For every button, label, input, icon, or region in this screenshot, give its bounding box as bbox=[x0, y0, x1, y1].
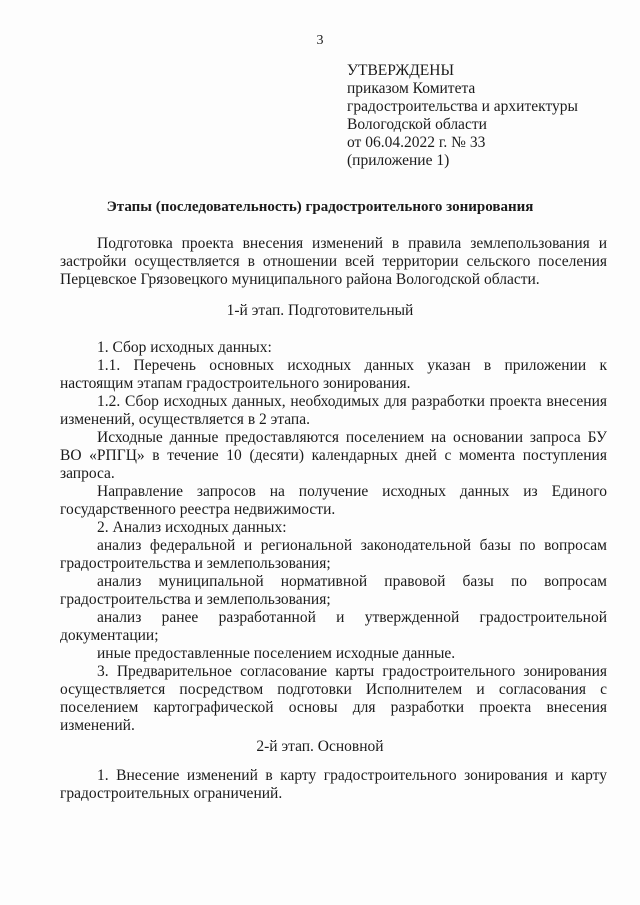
approval-line: Вологодской области bbox=[347, 116, 487, 133]
page-number: 3 bbox=[316, 33, 324, 48]
paragraph: анализ федеральной и региональной законодательной базы по вопросам градостроительства и землепользования; bbox=[60, 537, 607, 572]
paragraph: Направление запросов на получение исходных данных из Единого государственного реестра недвижимости. bbox=[60, 483, 607, 518]
paragraph: анализ ранее разработанной и утвержденной градостроительной документации; bbox=[60, 609, 607, 644]
paragraph: 2. Анализ исходных данных: bbox=[97, 519, 287, 536]
document-title: Этапы (последовательность) градостроительного зонирования bbox=[106, 199, 534, 215]
stage1-heading: 1-й этап. Подготовительный bbox=[226, 302, 414, 319]
intro-block bbox=[60, 235, 607, 289]
approval-line: (приложение 1) bbox=[347, 152, 450, 169]
stage2-body bbox=[60, 767, 607, 803]
approval-line: градостроительства и архитектуры bbox=[347, 98, 578, 115]
paragraph: 1. Сбор исходных данных: bbox=[97, 339, 272, 356]
paragraph: Исходные данные предоставляются поселением на основании запроса БУ ВО «РПГЦ» в течение 10 (десяти) календарных дней с момента поступления запроса. bbox=[60, 429, 607, 482]
paragraph: 1. Внесение изменений в карту градостроительного зонирования и карту градостроительных ограничений. bbox=[60, 767, 607, 802]
approval-line: от 06.04.2022 г. № 33 bbox=[347, 134, 486, 151]
paragraph: анализ муниципальной нормативной правовой базы по вопросам градостроительства и землепользования; bbox=[60, 573, 607, 608]
approval-line: приказом Комитета bbox=[347, 80, 476, 97]
paragraph: 3. Предварительное согласование карты градостроительного зонирования осуществляется посредством подготовки Исполнителем и согласования с поселением картографической основы для разработки проекта внесения изменений. bbox=[60, 663, 607, 734]
stage1-body bbox=[60, 339, 607, 735]
paragraph: 1.2. Сбор исходных данных, необходимых для разработки проекта внесения изменений, осуществляется в 2 этапа. bbox=[60, 393, 607, 428]
paragraph: иные предоставленные поселением исходные данные. bbox=[97, 645, 456, 662]
stage2-heading: 2-й этап. Основной bbox=[256, 738, 384, 755]
approval-block bbox=[347, 62, 627, 170]
approval-line: УТВЕРЖДЕНЫ bbox=[347, 62, 454, 79]
paragraph: 1.1. Перечень основных исходных данных указан в приложении к настоящим этапам градостроительного зонирования. bbox=[60, 357, 607, 392]
intro-paragraph: Подготовка проекта внесения изменений в правила землепользования и застройки осуществляется в отношении всей территории сельского поселения Перцевское Грязовецкого муниципального района Вологодской области. bbox=[60, 235, 607, 288]
